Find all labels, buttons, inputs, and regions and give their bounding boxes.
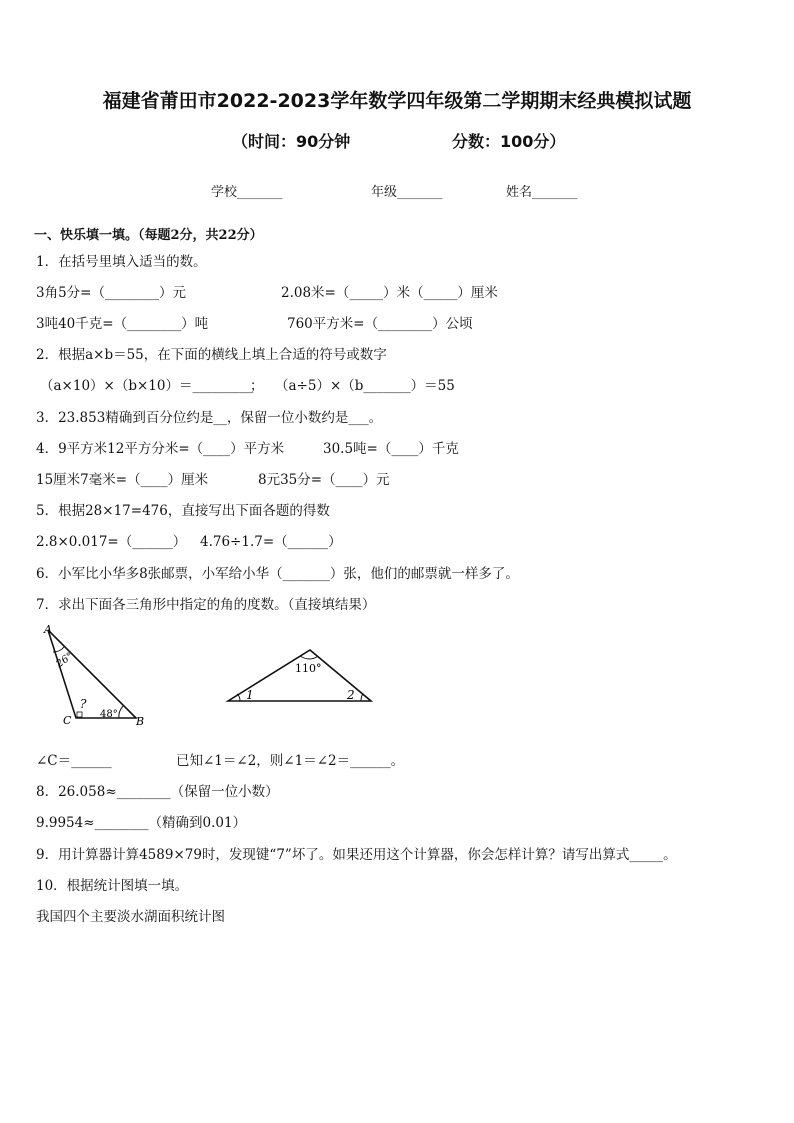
angle-b-arc [119,706,123,718]
q5-part-b: 4.76÷1.7=（______） [200,534,342,550]
triangle-figure-1 [34,622,164,732]
angle-c-unknown: ? [80,697,87,711]
q10-stem: 10．根据统计图填一填。 [36,878,189,894]
chart-caption: 我国四个主要淡水湖面积统计图 [36,909,225,925]
q8-part-b: 9.9954≈________（精确到0.01） [36,815,247,831]
q1-part-b: 2.08米=（_____）米（_____）厘米 [281,285,498,301]
angle-2-label: 2 [347,688,355,702]
q4-part-b: 30.5吨=（____）千克 [323,441,459,457]
school-field: 学校_______ [211,185,283,200]
vertex-a-label: A [44,623,52,636]
q8-part-a: 8．26.058≈________（保留一位小数） [36,784,279,800]
section-heading: 一、快乐填一填。（每题2分，共22分） [34,228,263,243]
q4-part-d: 8元35分=（____）元 [258,472,390,488]
q1-part-d: 760平方米=（________）公顷 [287,316,473,332]
triangle-figure-2 [222,644,377,708]
angle-top-arc [300,656,318,659]
q1-part-c: 3吨40千克=（________）吨 [36,316,209,332]
q7-stem: 7．求出下面各三角形中指定的角的度数。（直接填结果） [36,597,376,613]
angle-b-value: 48° [100,709,118,720]
q9: 9．用计算器计算4589×79时，发现键“7”坏了。如果还用这个计算器，你会怎样计算？请写出算式_____。 [36,847,677,863]
exam-score: 分数：100分） [452,132,566,151]
q2-part-b: （a÷5）×（b_______）＝55 [275,378,455,394]
q2-part-a: （a×10）×（b×10）＝_________ [40,378,254,394]
triangle-1-shape [48,630,136,718]
angle-c-mark [77,712,82,717]
q4-part-a: 4．9平方米12平方分米=（____）平方米 [36,441,285,457]
grade-field: 年级_______ [371,185,443,200]
angle-1-label: 1 [246,688,254,702]
angle-2-arc [361,694,363,701]
q7-answer-a: ∠C＝______ [36,753,112,769]
q1-part-a: 3角5分=（________）元 [36,285,186,301]
q4-part-c: 15厘米7毫米=（____）厘米 [36,472,209,488]
vertex-c-label: C [63,714,72,727]
exam-time: （时间：90分钟 [232,132,351,151]
q5-stem: 5．根据28×17=476，直接写出下面各题的得数 [36,503,330,519]
q3: 3．23.853精确到百分位约是__，保留一位小数约是___。 [36,410,383,426]
page-title: 福建省莆田市2022-2023学年数学四年级第二学期期末经典模拟试题 [102,90,692,112]
angle-top-value: 110° [295,662,322,675]
name-field: 姓名_______ [506,185,578,200]
q2-stem: 2．根据a×b＝55，在下面的横线上填上合适的符号或数字 [36,347,387,363]
vertex-b-label: B [136,715,145,728]
angle-a-value: 26° [54,650,76,671]
q1-stem: 1．在括号里填入适当的数。 [36,254,207,270]
q7-answer-b: 已知∠1＝∠2，则∠1＝∠2＝______。 [176,753,405,769]
q5-part-a: 2.8×0.017=（______） [36,534,187,550]
q2-separator: ； [250,378,264,394]
q6: 6．小军比小华多8张邮票，小军给小华（_______）张，他们的邮票就一样多了。 [36,566,519,582]
